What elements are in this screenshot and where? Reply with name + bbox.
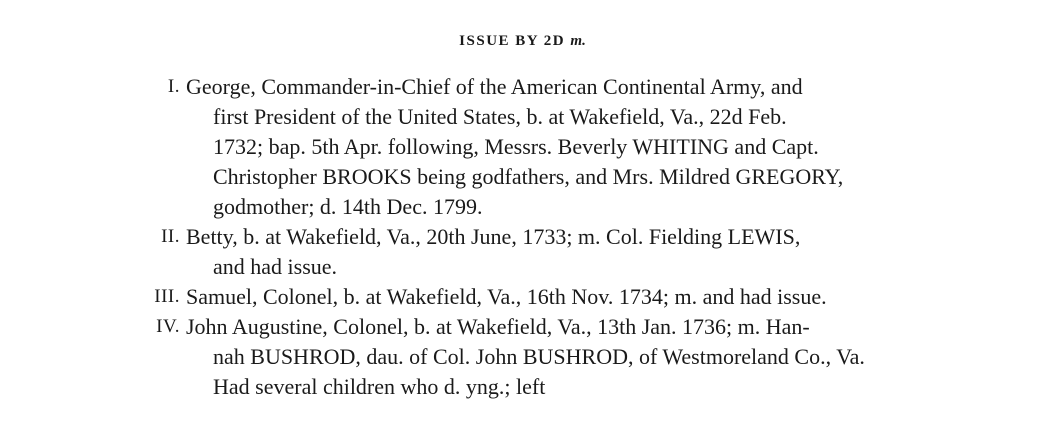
heading-italic: m. [570, 33, 586, 49]
entry-line: Christopher BROOKS being godfathers, and Mrs. Mildred GREGORY, [213, 164, 844, 189]
entry-line: and had issue. [213, 254, 338, 279]
issue-entry-betty [0, 222, 1045, 282]
entry-numeral: IV. [156, 316, 180, 337]
issue-list [0, 72, 1045, 402]
entry-numeral: III. [154, 286, 180, 307]
entry-line: nah BUSHROD, dau. of Col. John BUSHROD, of Westmoreland Co., Va. [213, 344, 865, 369]
issue-entry-george [0, 72, 1045, 222]
entry-numeral: II. [161, 226, 180, 247]
heading-text: ISSUE BY 2D [459, 33, 571, 49]
issue-entry-john-augustine [0, 312, 1045, 402]
entry-line: first President of the United States, b. at Wakefield, Va., 22d Feb. [213, 104, 787, 129]
entry-line: Had several children who d. yng.; left [213, 374, 546, 399]
entry-line: Samuel, Colonel, b. at Wakefield, Va., 16th Nov. 1734; m. and had issue. [186, 284, 827, 309]
entry-line: godmother; d. 14th Dec. 1799. [213, 194, 483, 219]
entry-line: George, Commander-in-Chief of the American Continental Army, and [186, 74, 803, 99]
entry-line: Betty, b. at Wakefield, Va., 20th June, 1733; m. Col. Fielding LEWIS, [186, 224, 801, 249]
entry-line: 1732; bap. 5th Apr. following, Messrs. Beverly WHITING and Capt. [213, 134, 819, 159]
entry-numeral: I. [167, 76, 180, 97]
section-heading [0, 33, 1045, 50]
entry-line: John Augustine, Colonel, b. at Wakefield, Va., 13th Jan. 1736; m. Han- [186, 314, 810, 339]
issue-entry-samuel [0, 282, 1045, 312]
